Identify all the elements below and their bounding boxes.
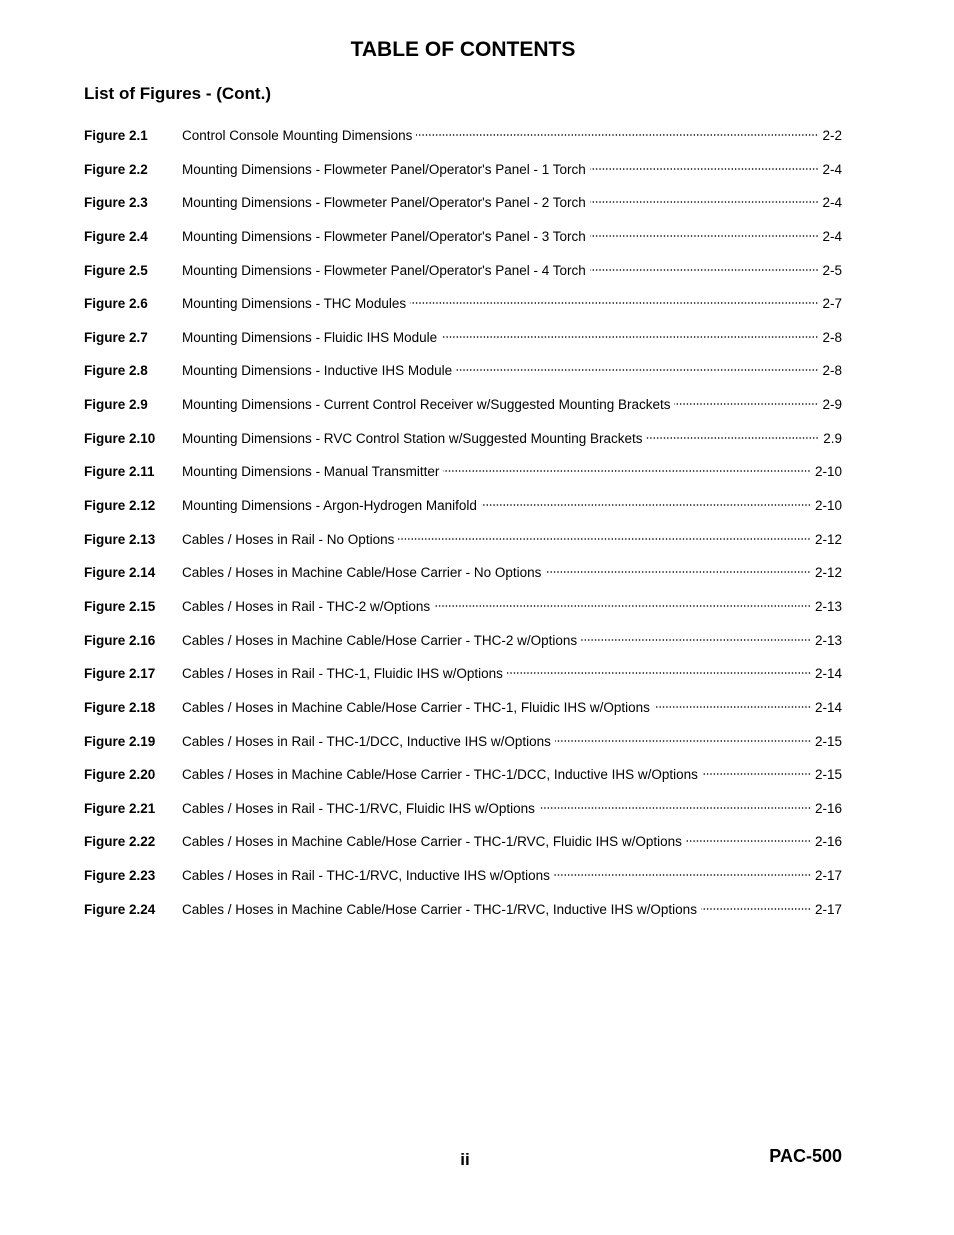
dot-leader xyxy=(590,200,819,204)
figure-page: 2-9 xyxy=(822,397,842,413)
figure-title: Cables / Hoses in Machine Cable/Hose Carrier - THC-2 w/Options xyxy=(182,632,578,648)
figure-label: Figure 2.17 xyxy=(84,666,156,682)
dot-leader xyxy=(590,167,819,171)
figure-page: 2-17 xyxy=(814,901,842,917)
figure-page: 2-10 xyxy=(814,464,842,480)
figure-label: Figure 2.6 xyxy=(84,296,148,312)
figure-label: Figure 2.11 xyxy=(84,464,155,480)
dot-leader xyxy=(590,268,819,272)
figure-label: Figure 2.1 xyxy=(84,128,148,143)
figure-title: Mounting Dimensions - Fluidic IHS Module xyxy=(182,329,438,345)
figure-title: Cables / Hoses in Machine Cable/Hose Carrier - No Options xyxy=(182,565,542,581)
figure-page: 2-16 xyxy=(814,800,842,816)
figure-label: Figure 2.10 xyxy=(84,430,156,446)
figure-label: Figure 2.23 xyxy=(84,868,156,884)
figure-title: Mounting Dimensions - Flowmeter Panel/Operator's Panel - 3 Torch xyxy=(182,228,586,244)
figure-label: Figure 2.13 xyxy=(84,531,156,547)
toc-entry[interactable] xyxy=(84,597,842,631)
figure-page: 2-8 xyxy=(822,363,842,379)
toc-entry[interactable] xyxy=(84,563,842,597)
dot-leader xyxy=(555,739,811,743)
figure-page: 2-5 xyxy=(822,262,842,278)
toc-entry[interactable] xyxy=(84,361,842,395)
figure-title: Mounting Dimensions - RVC Control Station w/Suggested Mounting Brackets xyxy=(182,430,643,446)
toc-entry[interactable] xyxy=(84,395,842,429)
figure-title: Mounting Dimensions - Flowmeter Panel/Operator's Panel - 4 Torch xyxy=(182,262,586,278)
figure-title: Cables / Hoses in Rail - THC-1/RVC, Fluidic IHS w/Options xyxy=(182,800,535,816)
dot-leader xyxy=(507,671,811,675)
toc-entry[interactable] xyxy=(84,193,842,227)
figure-title: Mounting Dimensions - Current Control Receiver w/Suggested Mounting Brackets xyxy=(182,397,671,413)
dot-leader xyxy=(481,503,811,507)
toc-entry[interactable] xyxy=(84,462,842,496)
toc-entry[interactable] xyxy=(84,631,842,665)
figure-label: Figure 2.15 xyxy=(84,598,156,614)
figure-page: 2-16 xyxy=(814,834,842,850)
figure-label: Figure 2.4 xyxy=(84,228,148,244)
dot-leader xyxy=(654,705,811,709)
page-title: TABLE OF CONTENTS xyxy=(350,38,576,61)
figure-title: Cables / Hoses in Machine Cable/Hose Carrier - THC-1, Fluidic IHS w/Options xyxy=(182,699,650,715)
figure-page: 2.9 xyxy=(823,430,842,446)
toc-entry[interactable] xyxy=(84,664,842,698)
figure-page: 2-14 xyxy=(814,699,842,715)
toc-entry[interactable] xyxy=(84,328,842,362)
figure-label: Figure 2.24 xyxy=(84,901,156,917)
figure-page: 2-4 xyxy=(822,161,842,177)
toc-entry[interactable] xyxy=(84,429,842,463)
figure-title: Cables / Hoses in Rail - THC-1/DCC, Inductive IHS w/Options xyxy=(182,733,551,749)
toc-entry[interactable] xyxy=(84,294,842,328)
dot-leader xyxy=(702,772,811,776)
figure-title: Mounting Dimensions - Flowmeter Panel/Operator's Panel - 1 Torch xyxy=(182,161,586,177)
toc-entry[interactable] xyxy=(84,126,842,160)
toc-entry[interactable] xyxy=(84,799,842,833)
toc-entry[interactable] xyxy=(84,530,842,564)
figure-label: Figure 2.5 xyxy=(84,262,148,278)
dot-leader xyxy=(441,335,818,339)
figure-page: 2-2 xyxy=(822,128,842,143)
figure-page: 2-15 xyxy=(814,767,842,783)
toc-entry[interactable] xyxy=(84,832,842,866)
figure-title: Control Console Mounting Dimensions xyxy=(182,128,413,143)
figure-label: Figure 2.19 xyxy=(84,733,156,749)
toc-entry[interactable] xyxy=(84,261,842,295)
toc-entry[interactable] xyxy=(84,732,842,766)
dot-leader xyxy=(686,839,811,843)
figure-list xyxy=(84,126,842,933)
figure-label: Figure 2.2 xyxy=(84,161,148,177)
dot-leader xyxy=(410,301,818,305)
figure-label: Figure 2.18 xyxy=(84,699,156,715)
figure-title: Cables / Hoses in Rail - THC-1/RVC, Inductive IHS w/Options xyxy=(182,868,550,884)
figure-title: Cables / Hoses in Machine Cable/Hose Carrier - THC-1/RVC, Fluidic IHS w/Options xyxy=(182,834,682,850)
figure-title: Cables / Hoses in Rail - No Options xyxy=(182,531,395,547)
toc-entry[interactable] xyxy=(84,698,842,732)
dot-leader xyxy=(416,133,818,137)
figure-page: 2-8 xyxy=(822,329,842,345)
figure-title: Cables / Hoses in Machine Cable/Hose Carrier - THC-1/DCC, Inductive IHS w/Options xyxy=(182,767,698,783)
footer-product-name: PAC-500 xyxy=(769,1146,842,1166)
figure-title: Mounting Dimensions - Manual Transmitter xyxy=(182,464,440,480)
figure-label: Figure 2.9 xyxy=(84,397,148,413)
figure-label: Figure 2.7 xyxy=(84,329,148,345)
figure-page: 2-7 xyxy=(822,296,842,312)
figure-title: Mounting Dimensions - Flowmeter Panel/Operator's Panel - 2 Torch xyxy=(182,195,586,211)
figure-page: 2-4 xyxy=(822,195,842,211)
figure-label: Figure 2.20 xyxy=(84,767,156,783)
dot-leader xyxy=(398,537,811,541)
section-title: List of Figures - (Cont.) xyxy=(84,84,271,103)
figure-title: Mounting Dimensions - THC Modules xyxy=(182,296,407,312)
figure-label: Figure 2.8 xyxy=(84,363,148,379)
dot-leader xyxy=(646,436,819,440)
dot-leader xyxy=(539,806,811,810)
figure-page: 2-14 xyxy=(814,666,842,682)
footer-page-number: ii xyxy=(460,1150,470,1169)
figure-label: Figure 2.12 xyxy=(84,498,156,514)
toc-entry[interactable] xyxy=(84,900,842,934)
toc-entry[interactable] xyxy=(84,866,842,900)
figure-label: Figure 2.21 xyxy=(84,800,156,816)
figure-page: 2-12 xyxy=(814,531,842,547)
dot-leader xyxy=(545,570,811,574)
figure-page: 2-13 xyxy=(814,598,842,614)
figure-title: Mounting Dimensions - Inductive IHS Module xyxy=(182,363,453,379)
toc-entry[interactable] xyxy=(84,496,842,530)
figure-page: 2-12 xyxy=(814,565,842,581)
dot-leader xyxy=(554,873,811,877)
dot-leader xyxy=(581,638,811,642)
figure-title: Cables / Hoses in Rail - THC-2 w/Options xyxy=(182,598,431,614)
figure-label: Figure 2.14 xyxy=(84,565,156,581)
toc-entry[interactable] xyxy=(84,160,842,194)
figure-title: Mounting Dimensions - Argon-Hydrogen Manifold xyxy=(182,498,477,514)
figure-page: 2-17 xyxy=(814,868,842,884)
dot-leader xyxy=(590,234,819,238)
toc-entry[interactable] xyxy=(84,227,842,261)
dot-leader xyxy=(674,402,818,406)
figure-title: Cables / Hoses in Rail - THC-1, Fluidic IHS w/Options xyxy=(182,666,503,682)
figure-page: 2-13 xyxy=(814,632,842,648)
figure-label: Figure 2.22 xyxy=(84,834,156,850)
dot-leader xyxy=(456,368,818,372)
figure-page: 2-4 xyxy=(822,228,842,244)
dot-leader xyxy=(434,604,811,608)
figure-label: Figure 2.3 xyxy=(84,195,148,211)
dot-leader xyxy=(701,907,811,911)
figure-title: Cables / Hoses in Machine Cable/Hose Carrier - THC-1/RVC, Inductive IHS w/Options xyxy=(182,901,697,917)
toc-entry[interactable] xyxy=(84,765,842,799)
figure-label: Figure 2.16 xyxy=(84,632,156,648)
figure-page: 2-10 xyxy=(814,498,842,514)
figure-page: 2-15 xyxy=(814,733,842,749)
dot-leader xyxy=(443,469,811,473)
